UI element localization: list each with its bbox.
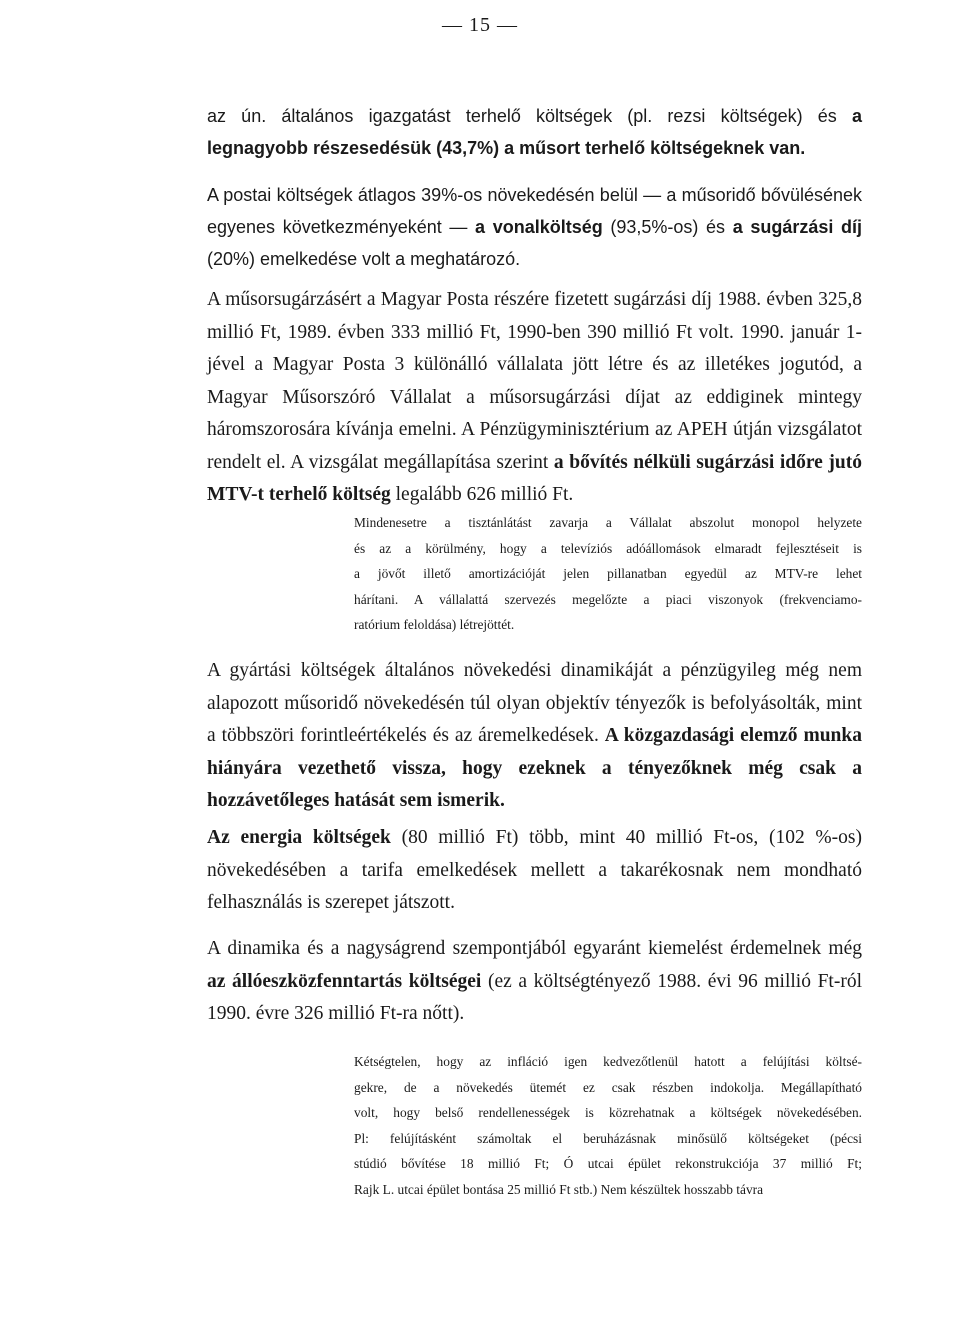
note-line: Mindenesetre a tisztánlátást zavarja a Vállalat abszolut monopol helyzete xyxy=(354,515,862,530)
note-inflation xyxy=(354,1049,862,1202)
paragraph-maintenance-costs: A dinamika és a nagyságrend szempontjából egyaránt kiemelést érdemelnek még az állóeszközfenntartás költségei (ez a költségtényező 1988. évi 96 millió Ft-ról 1990. évre 326 millió Ft-ra nőtt). xyxy=(207,938,862,1024)
note-monopoly xyxy=(354,510,862,638)
emphasis-maintenance-costs: az állóeszközfenntartás költségei xyxy=(207,970,482,992)
emphasis-program-costs: a legnagyobb részesedésük (43,7%) a műsort terhelő költségeknek van. xyxy=(207,106,862,158)
note-line: a jövőt illető amortizációját jelen pillanatban egyedül az MTV-re lehet xyxy=(354,566,862,581)
paragraph-postal-costs: A postai költségek átlagos 39%-os növekedésén belül — a műsoridő bővülésének egyenes következményeként — a vonalköltség (93,5%-os) és a sugárzási díj (20%) emelkedése volt a meghatározó. xyxy=(207,185,863,269)
emphasis-analysis-missing: A közgazdasági elemző munka hiányára vezethető vissza, hogy ezeknek a tényezőknek még csak a hozzávetőleges hatását sem ismerik. xyxy=(207,725,862,811)
emphasis-energy-costs: Az energia költségek xyxy=(207,827,391,848)
note-line: volt, hogy belső rendellenességek is közrehatnak a költségek növekedésében. xyxy=(354,1105,862,1120)
note-line: gekre, de a növekedés ütemét ez csak részben indokolja. Megállapítható xyxy=(354,1079,862,1095)
note-line: ratórium feloldása) létrejöttét. xyxy=(354,617,515,632)
note-line: és az a körülmény, hogy a televíziós adóállomások elmaradt fejlesztéseit is xyxy=(354,540,862,556)
page-number: — 15 — xyxy=(442,14,518,36)
paragraph-broadcast-fee: A műsorsugárzásért a Magyar Posta részére fizetett sugárzási díj 1988. évben 325,8 millió Ft, 1989. évben 333 millió Ft, 1990-ben 390 millió Ft volt. 1990. január 1-jével a Magyar Posta 3 különálló vállalata jött létre és az illetékes jogutód, a Magyar Műsorszóró Vállalat a műsorsugárzási díjat az eddiginek mintegy háromszorosára kívánja emelni. A Pénzügyminisztérium az APEH útján vizsgálatot rendelt el. A vizsgálat megállapítása szerint a bővítés nélküli sugárzási időre jutó MTV-t terhelő költség legalább 626 millió Ft. xyxy=(207,289,862,505)
paragraph-energy-costs: Az energia költségek (80 millió Ft) több, mint 40 millió Ft-os, (102 %-os) növekedésében a tarifa emelkedések mellett a takarékosnak nem mondható felhasználás is szerepet játszott. xyxy=(207,827,862,913)
note-line: Rajk L. utcai épület bontása 25 millió Ft stb.) Nem készültek hosszabb távra xyxy=(354,1181,764,1197)
note-line: Pl: felújításként számoltak el beruházásnak minősülő költségeket (pécsi xyxy=(354,1130,862,1146)
paragraph-overhead-costs: az ún. általános igazgatást terhelő költségek (pl. rezsi költségek) és a legnagyobb részesedésük (43,7%) a műsort terhelő költségeknek van. xyxy=(207,106,862,158)
emphasis-broadcast-fee: a sugárzási díj xyxy=(732,217,863,237)
paragraph-production-costs: A gyártási költségek általános növekedési dinamikáját a pénzügyileg még nem alapozott műsoridő növekedésén túl olyan objektív tényezők is befolyásolták, mint a többszöri forintleértékelés és az áremelkedések. A közgazdasági elemző munka hiányára vezethető vissza, hogy ezeknek a tényezőknek még csak a hozzávetőleges hatását sem ismerik. xyxy=(207,660,862,811)
emphasis-mtv-cost: a bővítés nélküli sugárzási időre jutó MTV-t terhelő költség xyxy=(207,451,862,505)
note-line: hárítani. A vállalattá szervezés megelőzte a piaci viszonyok (frekvenciamo- xyxy=(354,591,862,607)
note-line: Kétségtelen, hogy az infláció igen kedvezőtlenül hatott a felújítási költsé- xyxy=(354,1054,862,1069)
emphasis-line-cost: a vonalköltség xyxy=(475,217,603,237)
note-line: stúdió bővítése 18 millió Ft; Ó utcai épület rekonstrukciója 37 millió Ft; xyxy=(354,1156,862,1171)
